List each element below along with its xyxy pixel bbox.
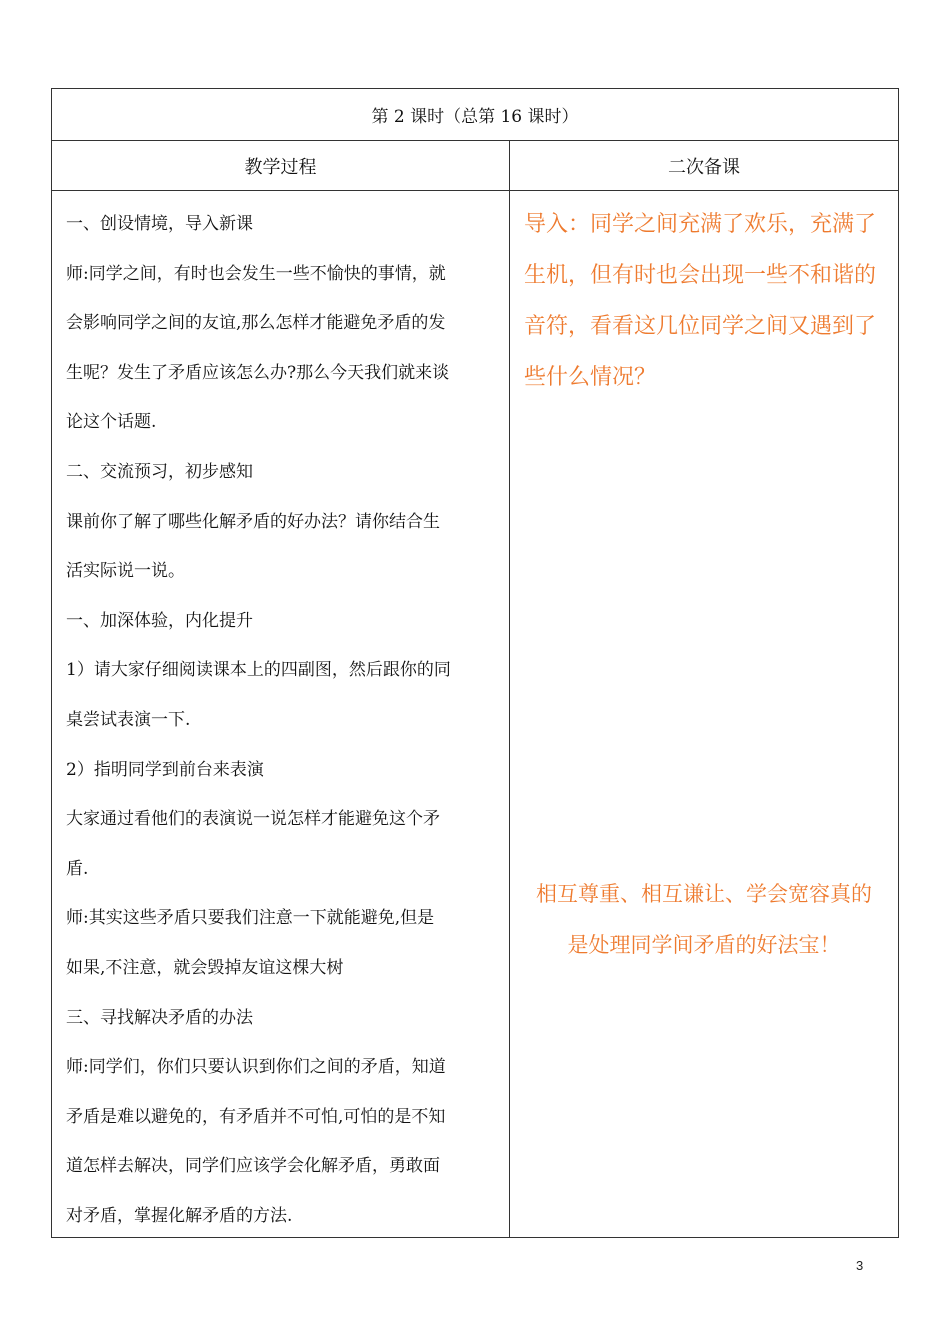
process-line: 三、寻找解决矛盾的办法	[66, 1007, 253, 1028]
intro-note-line: 导入：同学之间充满了欢乐，充满了	[524, 212, 877, 237]
summary-note-line: 相互尊重、相互谦让、学会宽容真的	[536, 882, 872, 906]
second-prep-cell	[510, 191, 898, 1237]
process-line: 会影响同学之间的友谊,那么怎样才能避免矛盾的发	[66, 313, 446, 334]
summary-note-line: 是处理同学间矛盾的好法宝！	[567, 933, 841, 957]
process-line: 1）请大家仔细阅读课本上的四副图，然后跟你的同	[66, 660, 451, 681]
process-line: 道怎样去解决，同学们应该学会化解矛盾，勇敢面	[66, 1156, 440, 1177]
table-header-row	[52, 141, 898, 191]
process-line: 活实际说一说。	[66, 561, 185, 582]
intro-note-line: 音符，看看这几位同学之间又遇到了	[524, 314, 877, 339]
process-line: 师:同学们，你们只要认识到你们之间的矛盾，知道	[66, 1057, 446, 1078]
process-line: 课前你了解了哪些化解矛盾的好办法？请你结合生	[66, 511, 440, 532]
summary-note	[518, 869, 890, 971]
process-line: 二、交流预习，初步感知	[66, 461, 253, 482]
process-line: 一、加深体验，内化提升	[66, 610, 253, 631]
lesson-plan-table	[51, 88, 899, 1238]
teaching-process-cell	[52, 191, 510, 1237]
process-line: 生呢？发生了矛盾应该怎么办?那么今天我们就来谈	[66, 362, 450, 383]
process-line: 论这个话题.	[66, 412, 157, 433]
intro-note-line: 些什么情况？	[524, 365, 657, 390]
process-line: 矛盾是难以避免的，有矛盾并不可怕,可怕的是不知	[66, 1106, 446, 1127]
process-line: 师:其实这些矛盾只要我们注意一下就能避免,但是	[66, 908, 435, 929]
page-number: 3	[856, 1258, 864, 1273]
intro-note	[524, 199, 890, 403]
process-line: 大家通过看他们的表演说一说怎样才能避免这个矛	[66, 809, 440, 830]
process-line: 盾.	[66, 858, 89, 879]
intro-note-line: 生机，但有时也会出现一些不和谐的	[524, 263, 877, 288]
process-line: 桌尝试表演一下.	[66, 709, 191, 730]
lesson-title: 第 2 课时（总第 16 课时）	[52, 89, 898, 141]
process-line: 如果,不注意，就会毁掉友谊这棵大树	[66, 957, 344, 978]
process-line: 一、创设情境，导入新课	[66, 214, 253, 234]
header-second-prep: 二次备课	[668, 156, 740, 178]
process-line: 对矛盾，掌握化解矛盾的方法.	[66, 1205, 293, 1226]
header-teaching-process: 教学过程	[52, 141, 510, 190]
table-body-row	[52, 191, 898, 1237]
process-line: 师:同学之间，有时也会发生一些不愉快的事情，就	[66, 263, 446, 284]
process-line: 2）指明同学到前台来表演	[66, 759, 264, 780]
